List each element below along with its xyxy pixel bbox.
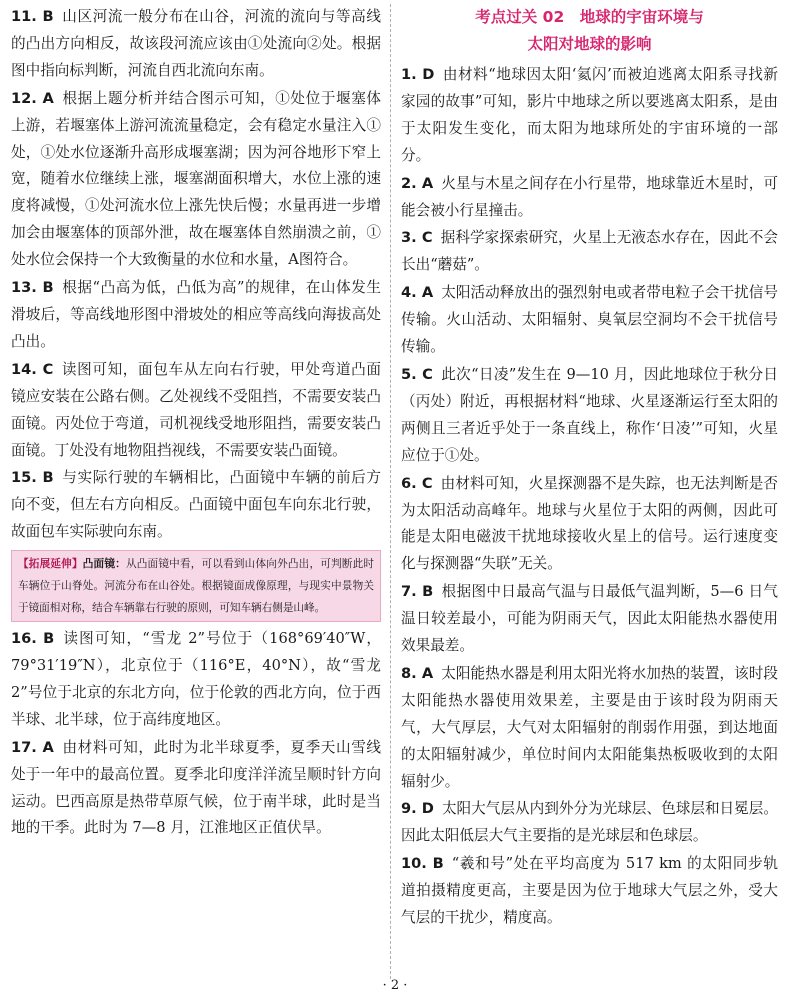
answer-text: 太阳活动释放出的强烈射电或者带电粒子会干扰信号传输。火山活动、太阳辐射、臭氧层空洞均不会干扰信号传输。 [401,284,778,356]
page-number: · 2 · [382,978,408,993]
extension-text: 从凸面镜中看，可以看到山体向外凸出，可判断此时车辆位于山脊处。河流分布在山谷处。根据镜面成像原理，与现实中景物关于镜面相对称，结合车辆靠右行驶的原则，可知车辆右侧是山峰。 [18,558,375,615]
answer-number: 6. C [401,474,433,492]
question-7 [401,579,778,660]
question-12 [11,86,381,274]
question-5 [401,362,778,470]
answer-text: 火星与木星之间存在小行星带，地球靠近木星时，可能会被小行星撞击。 [401,174,778,219]
answer-text: 由材料可知，此时为北半球夏季，夏季天山雪线处于一年中的最高位置。夏季北印度洋洋流呈顺时针方向运动。巴西高原是热带草原气候，位于南半球，此时是当地的干季。此时为 7—8 月，江淮地区正值伏旱。 [11,738,381,837]
answer-text: 根据“凸高为低，凸低为高”的规律，在山体发生滑坡后，等高线地形图中滑坡处的相应等高线向海拔高处凸出。 [11,279,381,350]
question-13 [11,275,381,356]
answer-number: 16. B [11,630,55,648]
question-1 [401,62,778,170]
answer-number: 12. A [11,89,54,107]
answer-text: 由材料可知，火星探测器不是失踪，也无法判断是否为太阳活动高峰年。地球与火星位于太阳的两侧，因此可能是太阳电磁波干扰地球接收火星上的信号。运行速度变化与探测器“失联”无关。 [401,474,778,573]
answer-number: 11. B [11,8,54,25]
answer-text: 太阳大气层从内到外分为光球层、色球层和日冕层。因此太阳低层大气主要指的是光球层和色球层。 [401,800,778,845]
answer-text: 此次“日凌”发生在 9—10 月，因此地球位于秋分日（丙处）附近，再根据材料“地球、火星逐渐运行至太阳的两侧且三者近乎处于一条直线上，称作‘日凌’”可知，火星应位于①处。 [401,365,778,464]
question-14 [11,357,381,465]
answer-text: 据科学家探索研究，火星上无液态水存在，因此不会长出“蘑菇”。 [401,229,778,274]
answer-number: 5. C [401,365,433,383]
question-9 [401,796,778,850]
question-3 [401,225,778,279]
answer-number: 3. C [401,229,433,247]
answer-text: 读图可知，面包车从左向右行驶，甲处弯道凸面镜应安装在公路右侧。乙处视线不受阻挡，不需要安装凸面镜。丙处位于弯道，司机视线受地形阻挡，需要安装凸面镜。丁处没有地物阻挡视线，不需要安装凸面镜。 [11,360,381,459]
answer-number: 4. A [401,284,434,302]
extension-label: 【拓展延伸】凸面镜： [18,558,126,571]
answer-text: 由材料“地球因太阳‘氦闪’而被迫逃离太阳系寻找新家园的故事”可知，影片中地球之所以要逃离太阳系，是由于太阳发生变化，而太阳为地球所处的宇宙环境的一部分。 [401,66,778,164]
answer-text: 读图可知，“雪龙 2”号位于（168°69′40″W，79°31′19″N），北京位于（116°E，40°N），故“雪龙 2”号位于北京的东北方向，位于伦敦的西北方向，位于西半球、北半球，位于高纬度地区。 [11,630,381,728]
extension-box [11,550,381,622]
answer-number: 15. B [11,469,54,487]
question-15 [11,465,381,546]
question-2 [401,171,778,225]
extension-term: 凸面镜： [82,558,126,571]
left-column [11,4,381,843]
answer-number: 2. A [401,174,434,192]
question-4 [401,280,778,361]
answer-number: 8. A [401,664,434,682]
answer-number: 17. A [11,738,54,756]
answer-number: 9. D [401,800,434,818]
question-17 [11,735,381,843]
right-column [401,4,778,933]
answer-number: 1. D [401,66,435,83]
question-16 [11,626,381,734]
question-6 [401,471,778,579]
answer-text: 山区河流一般分布在山谷，河流的流向与等高线的凸出方向相反，故该段河流应该由①处流向②处。根据图中指向标判断，河流自西北流向东南。 [11,8,381,79]
answer-text: 根据上题分析并结合图示可知，①处位于堰塞体上游，若堰塞体上游河流流量稳定，会有稳定水量注入①处，①处水位逐渐升高形成堰塞湖；因为河谷地形下窄上宽，随着水位继续上涨，堰塞湖面积增大，水位上涨的速度将减慢，①处河流水位上涨先快后慢；水量再进一步增加会由堰塞体的顶部外泄，故在堰塞体自然崩溃之前，①处水位会保持一个大致衡量的水位和水量，A图符合。 [11,89,381,269]
answer-text: 根据图中日最高气温与日最低气温判断，5—6 日气温日较差最小，可能为阴雨天气，因此太阳能热水器使用效果最差。 [401,583,778,655]
question-10 [401,851,778,932]
answer-text: 太阳能热水器是利用太阳光将水加热的装置，该时段太阳能热水器使用效果差，主要是由于该时段为阴雨天气，大气厚层，大气对太阳辐射的削弱作用强，到达地面的太阳辐射减少，单位时间内太阳能集热板吸收到的太阳辐射少。 [401,664,778,790]
answer-text: “羲和号”处在平均高度为 517 km 的太阳同步轨道拍摄精度更高，主要是因为位于地球大气层之外，受大气层的干扰少，精度高。 [401,855,778,927]
section-header [401,4,778,58]
answer-number: 7. B [401,583,434,601]
answer-number: 14. C [11,360,54,378]
section-header-line2: 太阳对地球的影响 [527,35,652,53]
column-divider [390,4,391,979]
question-11 [11,4,381,85]
question-8 [401,661,778,796]
answer-number: 13. B [11,279,54,297]
section-header-line1: 考点过关 02 地球的宇宙环境与 [475,8,704,26]
answer-number: 10. B [401,855,444,873]
answer-text: 与实际行驶的车辆相比，凸面镜中车辆的前后方向不变，但左右方向相反。凸面镜中面包车向东北行驶，故面包车实际驶向东南。 [11,469,381,541]
